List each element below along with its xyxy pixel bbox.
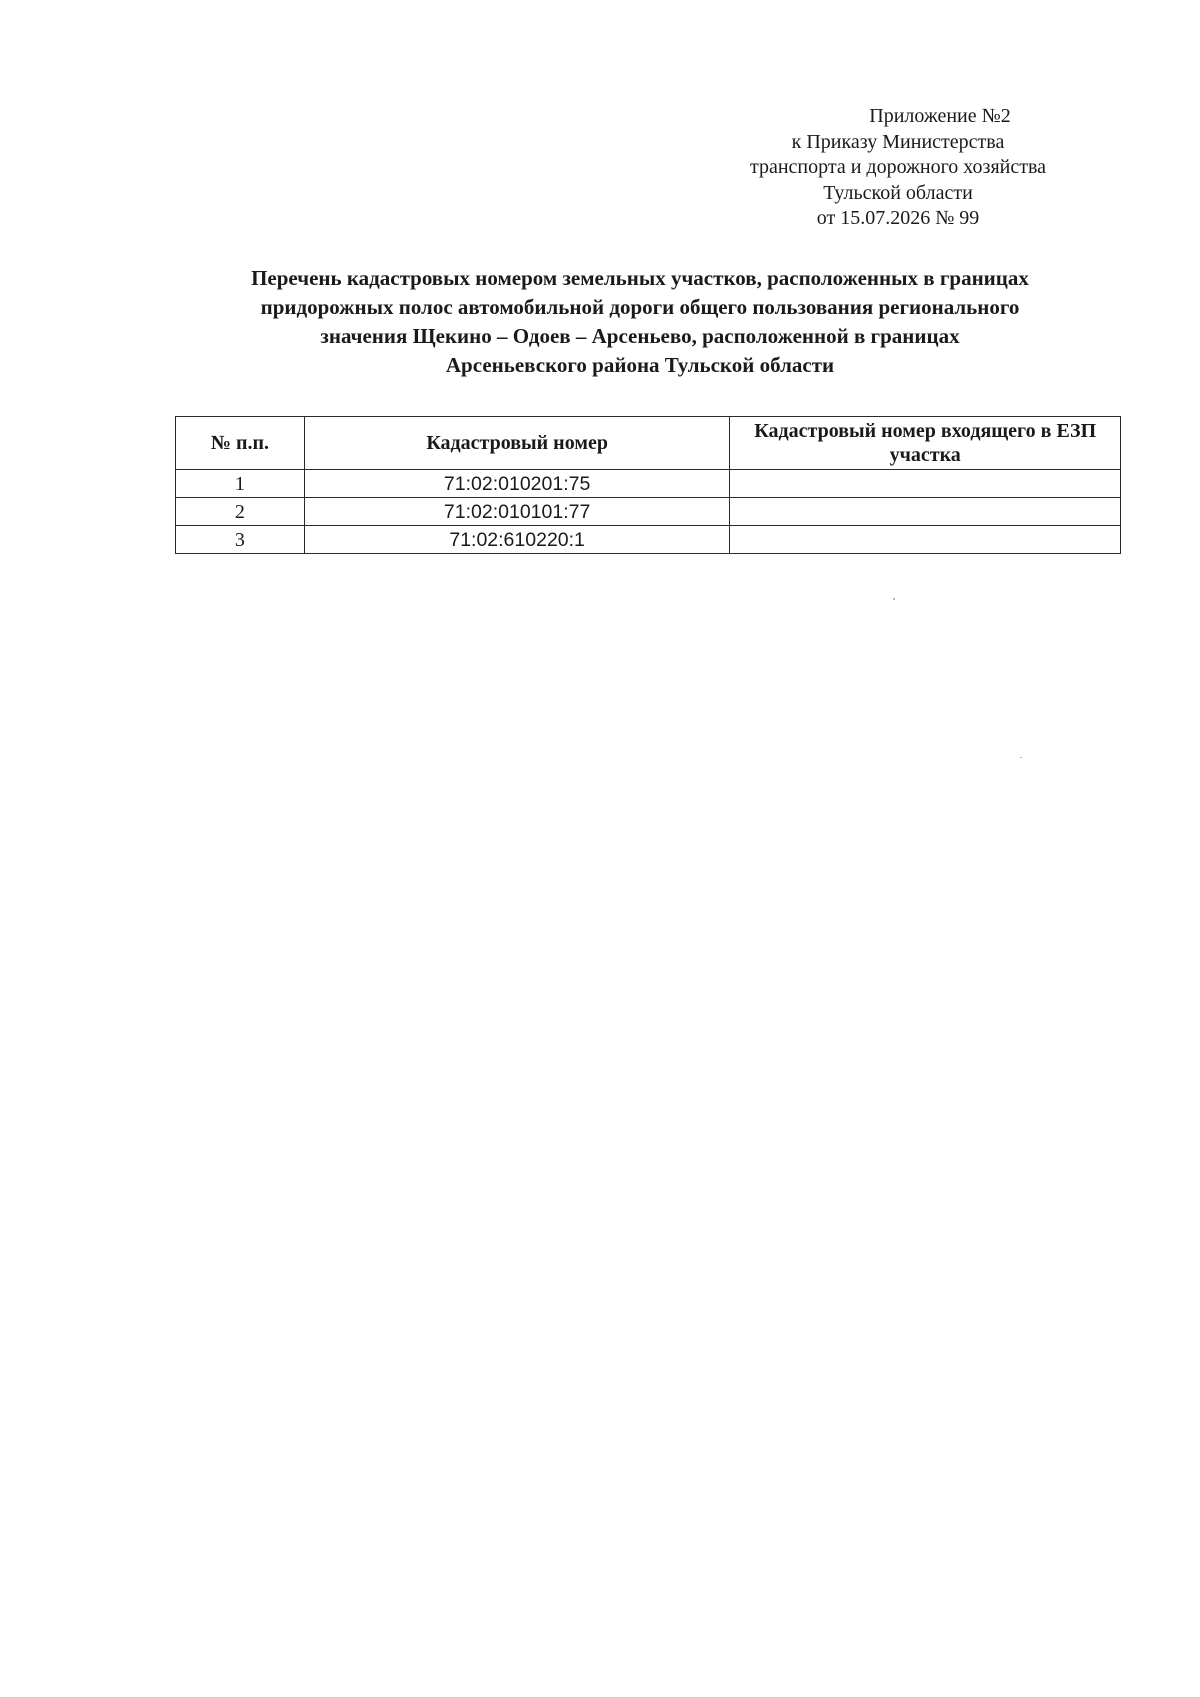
column-header-included-plot: Кадастровый номер входящего в ЕЗП участка (730, 417, 1121, 470)
appendix-header (700, 104, 1180, 232)
table-header-row (176, 417, 1121, 470)
cadastral-number-cell: 71:02:610220:1 (304, 526, 730, 554)
row-number: 2 (176, 498, 305, 526)
title-line: Арсеньевского района Тульской области (445, 353, 835, 377)
cadastral-number-cell: 71:02:010101:77 (304, 498, 730, 526)
appendix-number: Приложение №2 (869, 105, 1011, 127)
column-header-cadastral-number: Кадастровый номер (304, 417, 730, 470)
table-row (176, 526, 1121, 554)
included-plot-cell (730, 526, 1121, 554)
table-row (176, 470, 1121, 498)
title-line: придорожных полос автомобильной дороги общего пользования регионального (260, 295, 1020, 319)
document-title (160, 264, 1120, 380)
scan-speck (893, 598, 895, 600)
region-name: Тульской области (823, 181, 973, 204)
table-row (176, 498, 1121, 526)
ministry-name: транспорта и дорожного хозяйства (749, 156, 1047, 178)
title-line: значения Щекино – Одоев – Арсеньево, расположенной в границах (320, 324, 960, 348)
included-plot-cell (730, 470, 1121, 498)
cadastral-table (175, 416, 1121, 554)
order-date-number: от 15.07.2026 № 99 (816, 207, 980, 229)
row-number: 1 (176, 470, 305, 498)
cadastral-number-cell: 71:02:010201:75 (304, 470, 730, 498)
title-line: Перечень кадастровых номером земельных участков, расположенных в границах (251, 266, 1029, 290)
order-reference: к Приказу Министерства (791, 130, 1005, 153)
column-header-number: № п.п. (176, 417, 305, 470)
row-number: 3 (176, 526, 305, 554)
scan-speck (1020, 757, 1022, 758)
included-plot-cell (730, 498, 1121, 526)
